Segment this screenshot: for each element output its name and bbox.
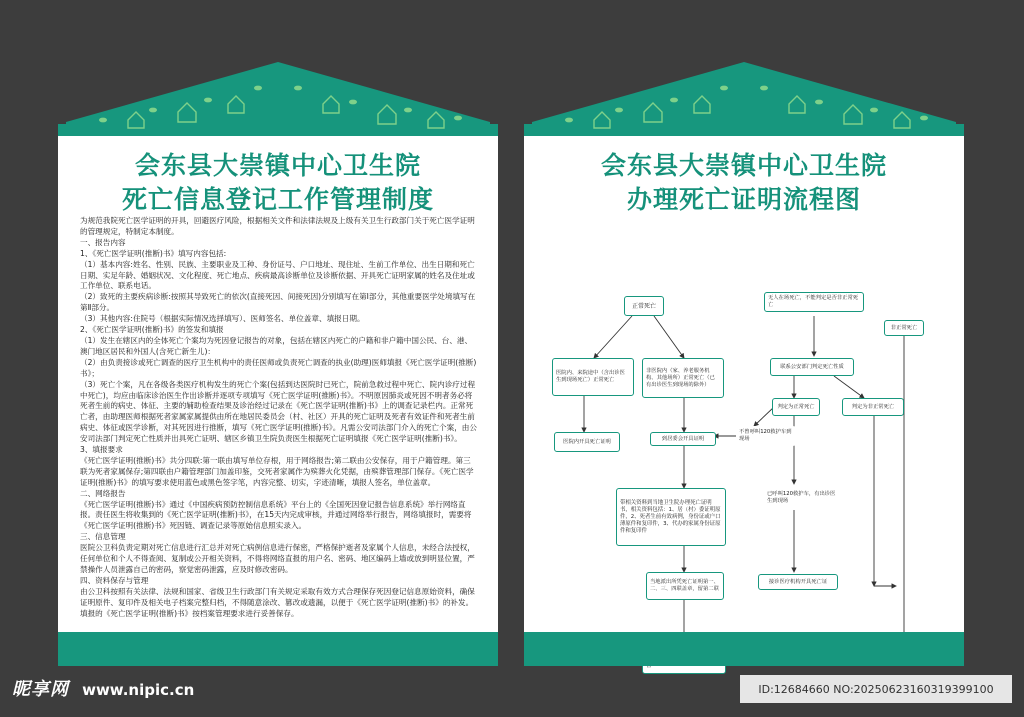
right-roof	[524, 62, 964, 136]
paragraph: （2）致死的主要疾病诊断:按照其导致死亡的依次(直接死因、间接死因)分别填写在第Ⅰ部分，其他重要医学处境填写在第Ⅱ部分。	[80, 292, 476, 313]
left-bottom-band	[58, 632, 498, 666]
image-id-bar	[740, 675, 1012, 703]
left-content	[58, 136, 498, 666]
node-village-issue: 到居委会开具证明	[650, 432, 716, 446]
paragraph: 四、资料保存与管理	[80, 575, 149, 585]
right-bottom-band	[524, 632, 964, 666]
node-clinic-issue: 当地派出所凭死亡证明第一、二、三、四联盖章，留第二联	[646, 572, 724, 600]
right-content	[524, 136, 964, 666]
node-normal-death: 正常死亡	[624, 296, 664, 316]
node-police-judge: 联系公安部门判定死亡性质	[770, 358, 854, 376]
paragraph: （3）其他内容:住院号（根据实际情况选择填写）、医师签名、单位盖章、填报日期。	[80, 314, 365, 324]
node-abnormal-death: 非正常死亡	[884, 320, 924, 336]
node-nonhospital-death: 非医院内（家、养老服务机构、其他场所）正常死亡（已有出诊医生到现场的除外）	[642, 358, 724, 398]
paragraph: （2）由负责接诊或死亡调查的医疗卫生机构中的责任医师或负责死亡调查的执业(助理)医师填报《死亡医学证明(推断)书》；	[80, 357, 477, 378]
node-judged-abnormal: 判定为非正常死亡	[842, 398, 904, 416]
paragraph: 《死亡医学证明(推断)书》共分四联:第一联由填写单位存根，用于网络报告;第二联由公安保存，用于户籍管理。第三联为死者家属保存;第四联由户籍管理部门加盖印鉴，交死者家属作为殡葬火化凭据，由殡葬管理部门保存。《死亡医学证明(推断)书》的填写要求使用蓝色或黑色签字笔，内容完整、切实，字迹清晰，填报人签名，单位盖章。	[80, 455, 474, 487]
node-hospital-issue: 医院内开具死亡证明	[554, 432, 620, 452]
paragraph: 1、《死亡医学证明(推断)书》填写内容包括:	[80, 248, 227, 258]
paragraph: 3、填报要求	[80, 445, 123, 455]
left-board	[58, 62, 498, 666]
paragraph: 由公卫科按照有关法律、法规和国家、省级卫生行政部门有关规定采取有效方式合理保存死因登记信息原始资料，确保证明原件、复印件及相关电子档案完整归档，不得随意涂改、篡改或遗漏，以便于《死亡医学证明(推断)书》的补发。填报的《死亡医学证明(推断)书》按档案管理要求进行妥善保存。	[80, 586, 475, 618]
paragraph: 一、报告内容	[80, 237, 126, 247]
node-no-ambulance: 不曾呼叫120救护车到现场	[736, 426, 796, 446]
paragraph: 医院公卫科负责定期对死亡信息进行汇总并对死亡病例信息进行保密，严格保护逝者及家属个人信息，未经合法授权，任何单位和个人不得查阅、复制或公开相关资料，不得将网络直报的用户名、密码、地区编码上墙或放到明显位置，严禁操作人员泄露自己的密码，察觉密码泄露，应及时修改密码。	[80, 543, 475, 574]
left-title-1: 会东县大崇镇中心卫生院	[134, 151, 421, 180]
flowchart	[524, 136, 964, 666]
right-title-1: 会东县大崇镇中心卫生院	[600, 151, 887, 180]
right-title-2: 办理死亡证明流程图	[626, 185, 861, 214]
right-board	[524, 62, 964, 666]
node-no-doctor: 无人在场死亡，不能判定是否非正常死亡	[764, 292, 864, 312]
paragraph: 2、《死亡医学证明(推断)书》的签发和填报	[80, 325, 224, 335]
node-materials: 带相关资料到当地卫生院办理死亡证明书，相关资料包括：1、居（村）委证明原件，2、死者生前有效病例，身份证或户口薄原件和复印件，3、代办的家属身份证原件和复印件	[616, 488, 726, 546]
paragraph: 三、信息管理	[80, 532, 126, 542]
paragraph: （1）基本内容:姓名、性别、民族、主要职业及工种、身份证号、户口地址、现住址、生前工作单位、出生日期和死亡日期、实足年龄、婚姻状况、文化程度、死亡地点、疾病最高诊断单位及诊断依据、开具死亡证明家属的姓名及住址或工作单位、联系电话。	[80, 259, 475, 291]
node-agency-issue: 接诊医疗机构开具死亡证	[758, 574, 838, 590]
site-url: www.nipic.cn	[82, 681, 195, 699]
regulation-text	[80, 216, 478, 620]
paragraph: （3）死亡个案，凡在各级各类医疗机构发生的死亡个案(包括到达医院时已死亡，院前急救过程中死亡、院内诊疗过程中死亡)，均应由临床诊治医生作出诊断并逐项专项填写《死亡医学证明(推断)书》。不明原因肺炎或死因不明者务必将死者生前的病史、体征、主要的辅助检查结果及诊治经过记录在《死亡医学证明(推断)书》上的调查记录栏内。正常死亡者，由助理医师根据死者家属家属提供由所在地居民委员会（村、社区）开具的死亡证明及死者有效证件和死者生前病史、体征或医学诊断，对其死因进行推断，填写《死亡医学证明(推断)书》。凡需公安司法部门介入的死亡个案，由公安司法部门判定死亡性质并出具死亡证明、辖区乡镇卫生院负责医生根据死亡证明填报《死亡医学证明(推断)书》。	[80, 379, 477, 444]
paragraph: 为规范我院死亡医学证明的开具，回避医疗风险，根据相关文件和法律法规及上级有关卫生行政部门关于死亡医学证明的管理规定，特制定本制度。	[80, 216, 475, 236]
site-logo: 昵享网	[12, 679, 69, 700]
image-id-text: ID:12684660 NO:20250623160319399100	[758, 682, 994, 696]
watermark-logo	[12, 675, 194, 701]
node-called-ambulance: 已呼叫120救护车，有出诊医生到现场	[764, 486, 842, 510]
node-judged-normal: 判定为正常死亡	[772, 398, 820, 416]
left-title-2: 死亡信息登记工作管理制度	[121, 185, 434, 214]
paragraph: （1）发生在辖区内的全体死亡个案均为死因登记报告的对象，包括在辖区内死亡的户籍和非户籍中国公民、台、港、澳门地区居民和外国人(含死亡新生儿)：	[80, 335, 473, 356]
left-roof	[58, 62, 498, 136]
node-hospital-death: 医院内、来院途中（含出诊医生到现场死亡）正常死亡	[552, 358, 634, 396]
paragraph: 二、网络报告	[80, 488, 126, 498]
paragraph: 《死亡医学证明(推断)书》通过《中国疾病预防控制信息系统》平台上的《全国死因登记报告信息系统》举行网络直报。责任医生将收集到的《死亡医学证明(推断)书》，在15天内完成审核，并通过网络举行报告，网络填报时，需要将《死亡医学证明(推断)书》死因链、调查记录等原始信息照实录入。	[80, 499, 472, 531]
